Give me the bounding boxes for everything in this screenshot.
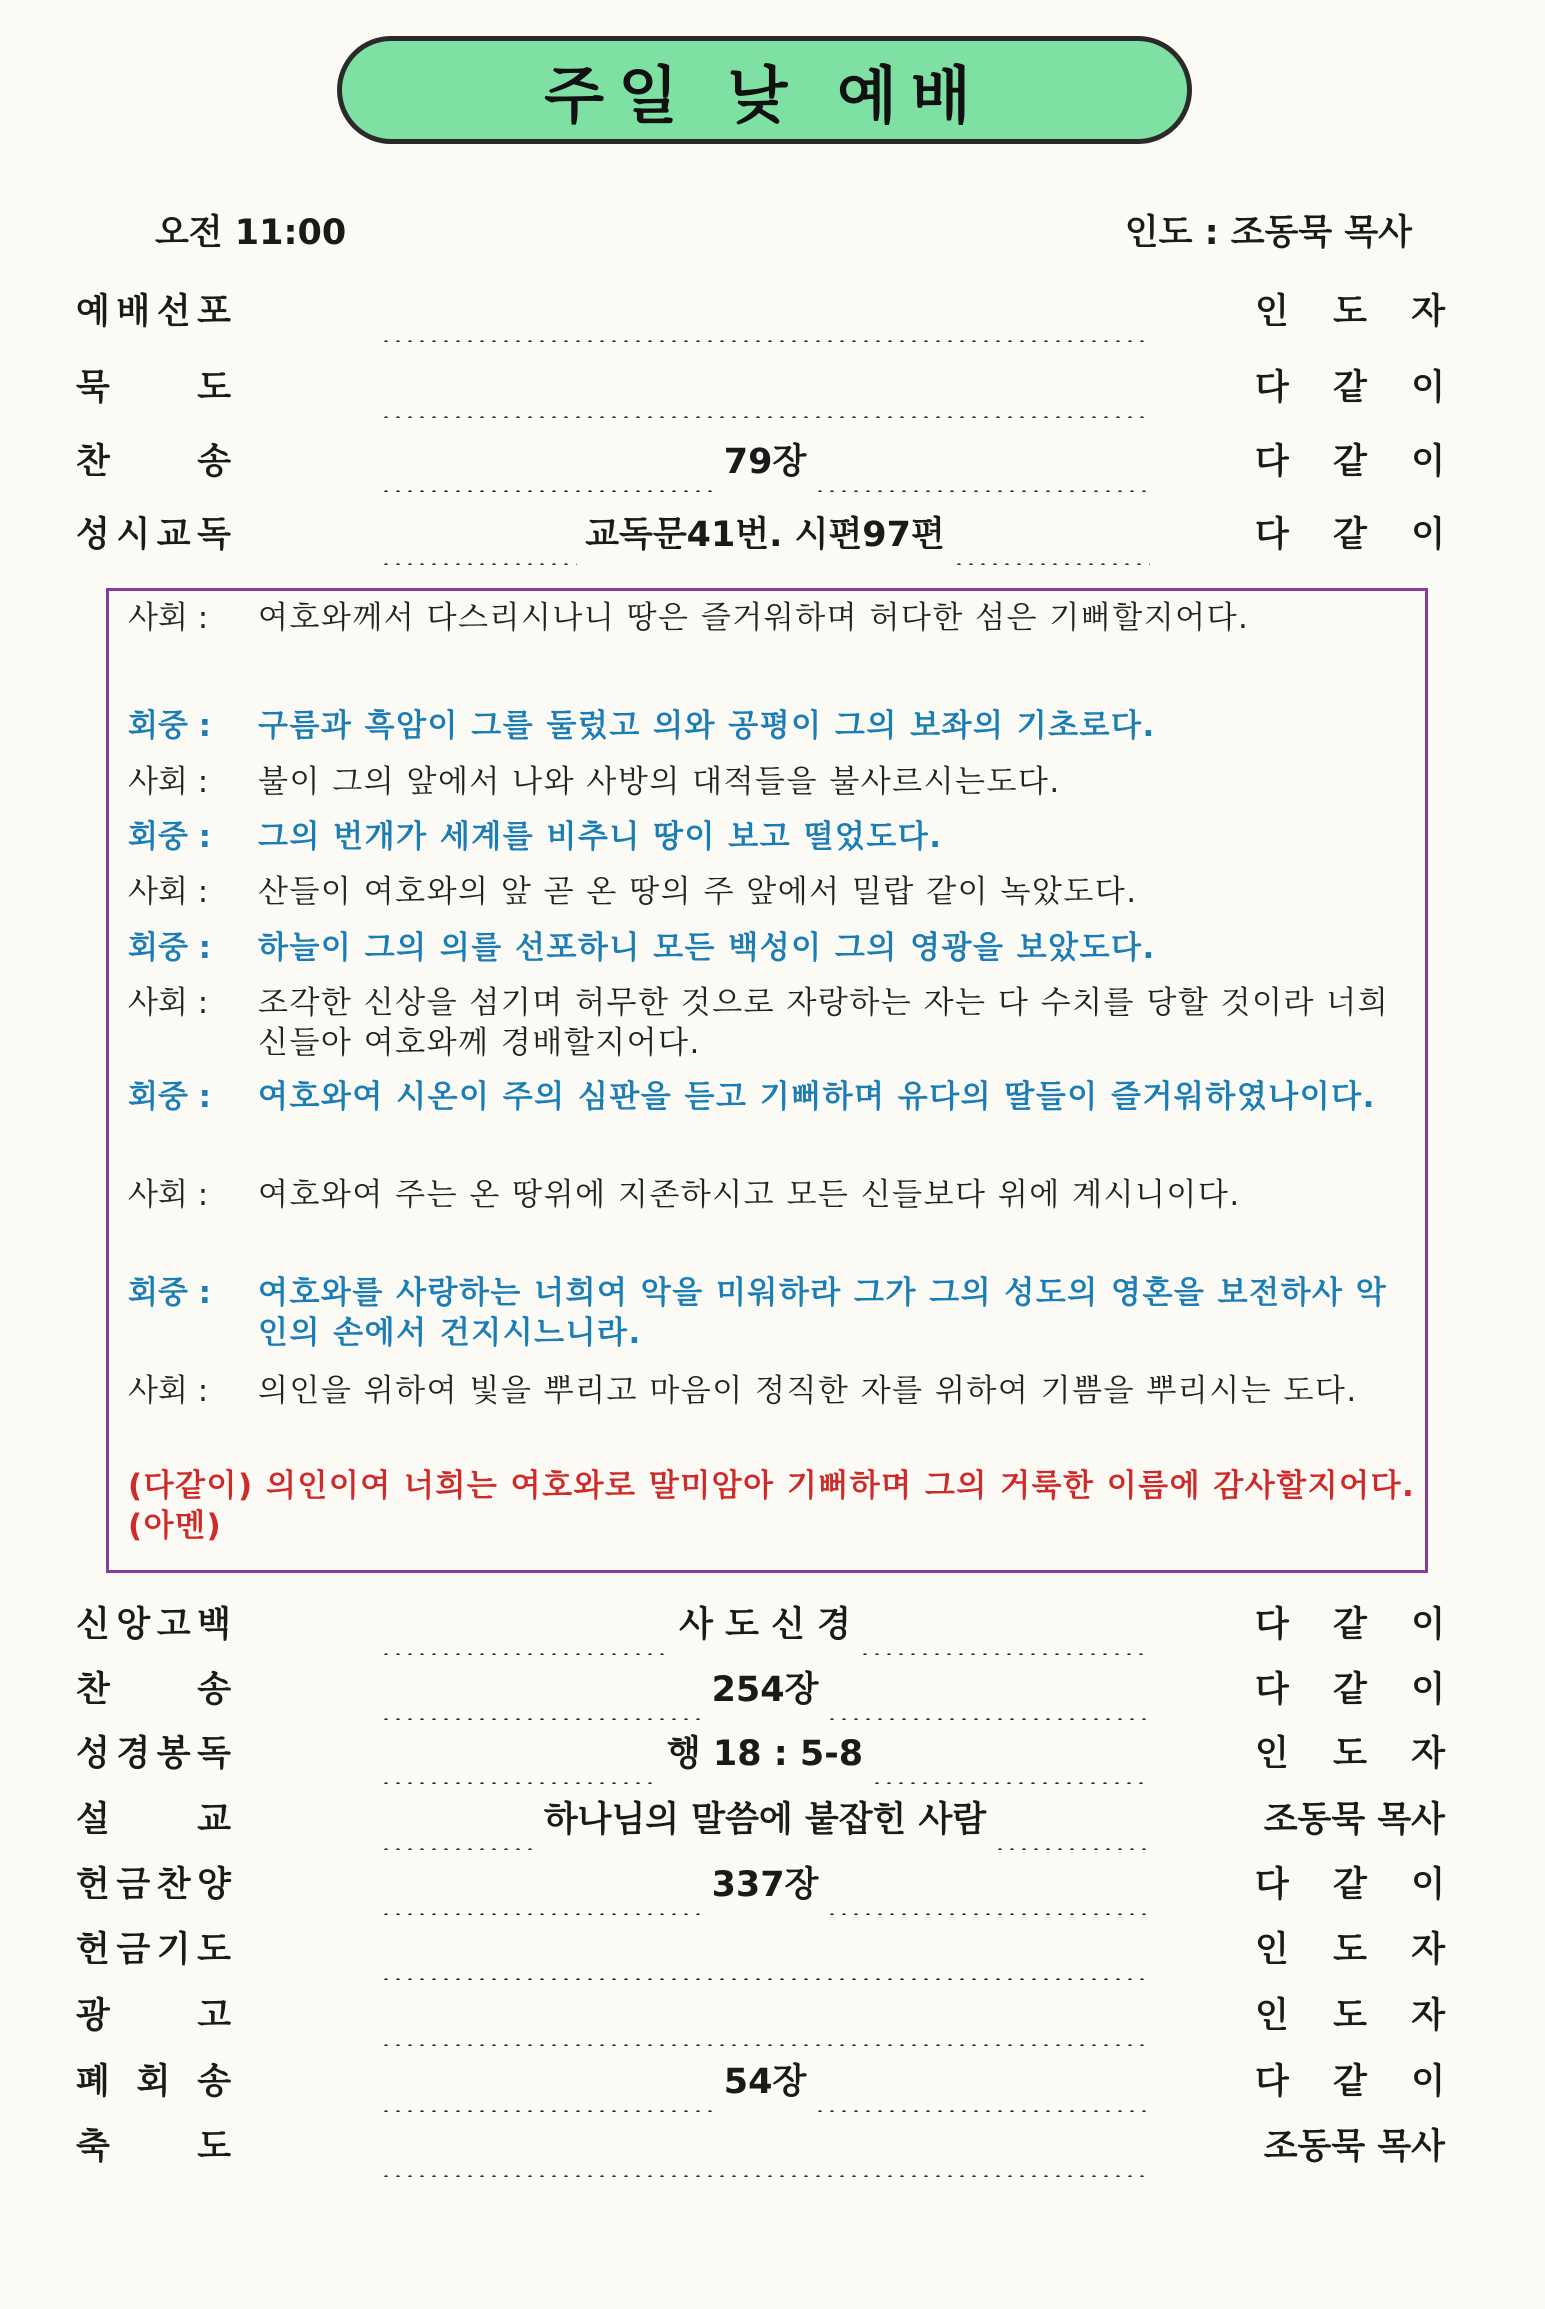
- order-item-content: 교독문41번. 시편97편: [585, 515, 945, 555]
- dot-leader: [380, 1724, 659, 1784]
- order-item-label-char: 교: [197, 1800, 231, 1840]
- service-time: 오전 11:00: [155, 213, 347, 253]
- speaker-label: 사회 :: [128, 1177, 209, 1213]
- order-item-leader-char: 자: [1411, 292, 1445, 332]
- order-item-label-char: 양: [197, 1865, 231, 1905]
- order-item-content: 행 18 : 5-8: [666, 1734, 864, 1774]
- order-item-content: 54장: [723, 2062, 807, 2102]
- order-item-leader-char: 다: [1255, 1670, 1289, 1710]
- order-item-detail: [380, 505, 1150, 565]
- order-item-detail: [380, 1790, 1150, 1850]
- service-title: 주일 낮 예배: [544, 58, 985, 132]
- order-item-leader-char: 이: [1411, 1670, 1445, 1710]
- service-title-banner: [337, 36, 1192, 144]
- order-item-leader-char: 도: [1333, 292, 1367, 332]
- order-item-content: 337장: [711, 1865, 819, 1905]
- order-item-leader-char: 자: [1411, 1734, 1445, 1774]
- order-item-label-char: 배: [116, 292, 151, 332]
- dot-leader: [814, 432, 1150, 492]
- order-item: [0, 358, 1545, 418]
- order-item-leader: [1255, 2052, 1445, 2112]
- order-item-detail: [380, 358, 1150, 418]
- order-item: [0, 1920, 1545, 1980]
- order-item-leader-char: 이: [1411, 368, 1445, 408]
- order-item-label: [76, 282, 231, 342]
- dot-leader: [380, 2052, 716, 2112]
- order-item-leader-char: 이: [1411, 442, 1445, 482]
- order-item-leader: [1255, 1920, 1445, 1980]
- order-item-label-char: 도: [197, 2127, 231, 2167]
- speaker-label: 사회 :: [128, 874, 209, 910]
- order-item-leader-char: 다: [1255, 515, 1289, 555]
- order-item-label-char: 회: [136, 2062, 171, 2102]
- order-item-leader-char: 자: [1411, 1930, 1445, 1970]
- reading-text: 산들이 여호와의 앞 곧 온 땅의 주 앞에서 밀랍 같이 녹았도다.: [258, 874, 1138, 910]
- leader-line: [128, 1175, 1418, 1215]
- order-item-detail: [380, 282, 1150, 342]
- order-item-label-char: 독: [197, 1734, 231, 1774]
- order-item-label-char: 송: [197, 442, 231, 482]
- dot-leader: [380, 2117, 1150, 2177]
- speaker-label: 회중 :: [128, 819, 212, 855]
- order-item-content: 254장: [711, 1670, 819, 1710]
- reading-text: 여호와께서 다스리시나니 땅은 즐거워하며 허다한 섬은 기뻐할지어다.: [258, 600, 1250, 636]
- speaker-label: 사회 :: [128, 600, 209, 636]
- reading-text: 의인을 위하여 빛을 뿌리고 마음이 정직한 자를 위하여 기쁨을 뿌리시는 도다.: [258, 1373, 1358, 1409]
- reading-text: 여호와여 시온이 주의 심판을 듣고 기뻐하며 유다의 딸들이 즐거워하였나이다.: [258, 1079, 1376, 1115]
- reading-text: 여호와를 사랑하는 너희여 악을 미워하라 그가 그의 성도의 영혼을 보전하사 악인의 손에서 건지시느니라.: [258, 1275, 1388, 1351]
- order-item-leader: 조동묵 목사: [1263, 2127, 1445, 2167]
- dot-leader: [814, 2052, 1150, 2112]
- order-item-detail: [380, 1724, 1150, 1784]
- order-item-detail: [380, 1986, 1150, 2046]
- dot-leader: [380, 1595, 671, 1655]
- order-item: [0, 1790, 1545, 1850]
- order-item-leader-char: 같: [1333, 1670, 1367, 1710]
- reading-text: 불이 그의 앞에서 나와 사방의 대적들을 불사르시는도다.: [258, 764, 1061, 800]
- reading-text: 하늘이 그의 의를 선포하니 모든 백성이 그의 영광을 보았도다.: [258, 930, 1156, 966]
- order-item-label: [76, 432, 231, 492]
- order-item-leader-char: 이: [1411, 515, 1445, 555]
- dot-leader: [994, 1790, 1150, 1850]
- order-item-label: [76, 1855, 231, 1915]
- dot-leader: [380, 432, 716, 492]
- congregation-line: [128, 817, 1418, 857]
- order-item-label-char: 송: [197, 2062, 231, 2102]
- order-item-label-char: 폐: [76, 2062, 110, 2102]
- dot-leader: [953, 505, 1150, 565]
- order-item-leader: [1255, 1855, 1445, 1915]
- order-item-label-char: 성: [76, 515, 110, 555]
- order-item-leader-char: 이: [1411, 1605, 1445, 1645]
- order-item-label-char: 고: [197, 1996, 231, 2036]
- order-item-leader-char: 도: [1333, 1996, 1367, 2036]
- speaker-label: 회중 :: [128, 1079, 212, 1115]
- congregation-line: [128, 928, 1418, 968]
- order-item-label-char: 도: [197, 368, 231, 408]
- leader-line: [128, 1371, 1418, 1411]
- reading-text: 구름과 흑암이 그를 둘렀고 의와 공평이 그의 보좌의 기초로다.: [258, 708, 1156, 744]
- order-item-label-char: 고: [156, 1605, 191, 1645]
- order-item-leader-char: 다: [1255, 368, 1289, 408]
- dot-leader: [826, 1855, 1150, 1915]
- order-item-leader: [1255, 505, 1445, 565]
- speaker-label: 사회 :: [128, 764, 209, 800]
- dot-leader: [380, 505, 577, 565]
- order-item-detail: [380, 2052, 1150, 2112]
- order-item-leader-char: 자: [1411, 1996, 1445, 2036]
- order-item-leader: [1255, 1660, 1445, 1720]
- order-item-leader-char: 같: [1333, 515, 1367, 555]
- order-item-label-char: 도: [197, 1930, 231, 1970]
- order-item-leader-char: 같: [1333, 1605, 1367, 1645]
- order-item-leader: [1255, 1724, 1445, 1784]
- dot-leader: [380, 282, 1150, 342]
- order-item-label-char: 찬: [76, 1670, 110, 1710]
- order-item-leader-char: 다: [1255, 1605, 1289, 1645]
- speaker-label: 회중 :: [128, 930, 212, 966]
- order-item-leader: [1255, 358, 1445, 418]
- order-item-label: [76, 1724, 231, 1784]
- leader-line: [128, 598, 1418, 638]
- order-item-content: 79장: [723, 442, 807, 482]
- order-item-label: [76, 1986, 231, 2046]
- order-item-label-char: 백: [197, 1605, 231, 1645]
- dot-leader: [380, 1660, 704, 1720]
- order-item-label-char: 금: [116, 1865, 151, 1905]
- order-item-leader-char: 도: [1333, 1734, 1367, 1774]
- order-item: [0, 1595, 1545, 1655]
- presider: 인도 : 조동묵 목사: [1124, 213, 1412, 253]
- order-item-leader-char: 이: [1411, 1865, 1445, 1905]
- order-item-label-char: 신: [76, 1605, 110, 1645]
- order-item: [0, 1855, 1545, 1915]
- speaker-label: 회중 :: [128, 1275, 212, 1311]
- order-item-label-char: 기: [156, 1930, 191, 1970]
- order-item-label-char: 묵: [76, 368, 110, 408]
- dot-leader: [380, 1920, 1150, 1980]
- order-item: [0, 432, 1545, 492]
- leader-line: [128, 983, 1418, 1063]
- order-item: [0, 282, 1545, 342]
- dot-leader: [380, 358, 1150, 418]
- congregation-line: [128, 1273, 1418, 1353]
- reading-text: 그의 번개가 세계를 비추니 땅이 보고 떨었도다.: [258, 819, 943, 855]
- order-item-label: [76, 1920, 231, 1980]
- order-item-leader-char: 인: [1255, 1930, 1289, 1970]
- order-item: [0, 505, 1545, 565]
- reading-text: 여호와여 주는 온 땅위에 지존하시고 모든 신들보다 위에 계시니이다.: [258, 1177, 1241, 1213]
- order-item-leader-char: 다: [1255, 2062, 1289, 2102]
- order-item-detail: [380, 1595, 1150, 1655]
- reading-text: 조각한 신상을 섬기며 허무한 것으로 자랑하는 자는 다 수치를 당할 것이라 너희 신들아 여호와께 경배할지어다.: [258, 985, 1390, 1061]
- order-item-label: [76, 505, 231, 565]
- order-item-leader-char: 다: [1255, 1865, 1289, 1905]
- order-item-label-char: 찬: [156, 1865, 191, 1905]
- order-item-leader-char: 인: [1255, 1734, 1289, 1774]
- order-item-leader-char: 같: [1333, 442, 1367, 482]
- order-item-leader-char: 같: [1333, 2062, 1367, 2102]
- order-item: [0, 2117, 1545, 2177]
- dot-leader: [826, 1660, 1150, 1720]
- leader-line: [128, 872, 1418, 912]
- order-item-leader: [1255, 432, 1445, 492]
- order-item-label-char: 앙: [116, 1605, 151, 1645]
- congregation-line: [128, 1077, 1418, 1117]
- order-item-content: 하나님의 말씀에 붙잡힌 사람: [543, 1800, 987, 1840]
- order-item-label-char: 헌: [76, 1865, 110, 1905]
- congregation-line: [128, 706, 1418, 746]
- order-item: [0, 1986, 1545, 2046]
- order-item-label: [76, 1790, 231, 1850]
- dot-leader: [871, 1724, 1150, 1784]
- dot-leader: [380, 1855, 704, 1915]
- order-item-leader-char: 인: [1255, 1996, 1289, 2036]
- order-item-leader: [1255, 282, 1445, 342]
- order-item-label-char: 선: [156, 292, 191, 332]
- order-item-label: [76, 358, 231, 418]
- order-item-leader: [1255, 1595, 1445, 1655]
- order-item-leader-char: 이: [1411, 2062, 1445, 2102]
- order-item-leader: [1255, 1986, 1445, 2046]
- order-item: [0, 1724, 1545, 1784]
- order-item-leader-char: 같: [1333, 368, 1367, 408]
- order-item-label-char: 금: [116, 1930, 151, 1970]
- order-item-label-char: 찬: [76, 442, 110, 482]
- order-item-detail: [380, 432, 1150, 492]
- leader-line: [128, 762, 1418, 802]
- order-item-leader-char: 도: [1333, 1930, 1367, 1970]
- order-item-leader-char: 같: [1333, 1865, 1367, 1905]
- speaker-label: 회중 :: [128, 708, 212, 744]
- order-item-label: [76, 2052, 231, 2112]
- order-item-detail: [380, 1920, 1150, 1980]
- order-item-detail: [380, 1660, 1150, 1720]
- order-item-label-char: 송: [197, 1670, 231, 1710]
- order-item-leader-char: 인: [1255, 292, 1289, 332]
- order-item-detail: [380, 2117, 1150, 2177]
- order-item: [0, 1660, 1545, 1720]
- order-item: [0, 2052, 1545, 2112]
- order-item-label: [76, 2117, 231, 2177]
- speaker-label: 사회 :: [128, 1373, 209, 1409]
- dot-leader: [380, 1790, 536, 1850]
- reading-text: (다같이) 의인이여 너희는 여호와로 말미암아 기뻐하며 그의 거룩한 이름에 감사할지어다. (아멘): [128, 1468, 1416, 1544]
- order-item-label-char: 시: [116, 515, 151, 555]
- speaker-label: 사회 :: [128, 985, 209, 1021]
- order-item-label-char: 설: [76, 1800, 110, 1840]
- order-item-label-char: 독: [197, 515, 231, 555]
- order-item-label-char: 헌: [76, 1930, 110, 1970]
- order-item-label-char: 경: [116, 1734, 151, 1774]
- order-item-label-char: 포: [197, 292, 231, 332]
- order-item-label: [76, 1660, 231, 1720]
- order-item-label-char: 성: [76, 1734, 110, 1774]
- order-item-label: [76, 1595, 231, 1655]
- dot-leader: [859, 1595, 1150, 1655]
- order-item-label-char: 광: [76, 1996, 110, 2036]
- order-item-content: 사 도 신 경: [679, 1605, 851, 1645]
- dot-leader: [380, 1986, 1150, 2046]
- order-item-label-char: 예: [76, 292, 110, 332]
- order-item-leader-char: 다: [1255, 442, 1289, 482]
- order-item-leader: 조동묵 목사: [1263, 1800, 1445, 1840]
- unison-line: [128, 1466, 1418, 1546]
- order-item-label-char: 봉: [156, 1734, 191, 1774]
- order-item-label-char: 축: [76, 2127, 110, 2167]
- order-item-label-char: 교: [156, 515, 191, 555]
- order-item-detail: [380, 1855, 1150, 1915]
